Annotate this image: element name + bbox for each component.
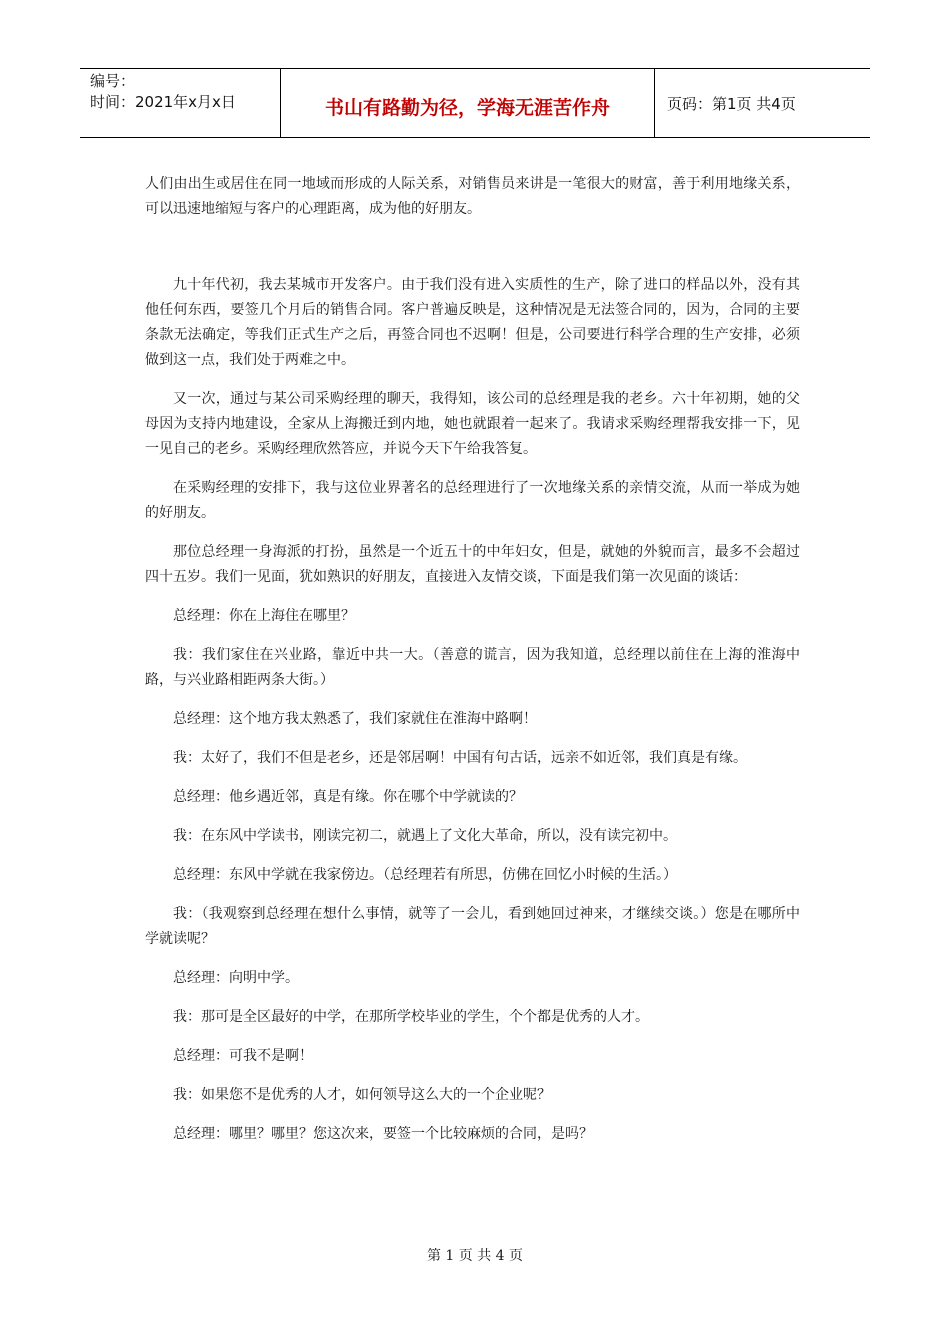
header-meta — [80, 69, 281, 137]
dialogue-line: 我：那可是全区最好的中学，在那所学校毕业的学生，个个都是优秀的人才。 — [173, 1009, 649, 1025]
dialogue-line: 总经理：他乡遇近邻，真是有缘。你在哪个中学就读的？ — [173, 789, 523, 805]
dialogue-line: 总经理：东风中学就在我家傍边。（总经理若有所思，仿佛在回忆小时候的生活。） — [173, 867, 677, 883]
dialogue-line: 我：太好了，我们不但是老乡，还是邻居啊！中国有句古话，远亲不如近邻，我们真是有缘。 — [173, 750, 747, 766]
dialogue-line: 我：在东风中学读书，刚读完初二，就遇上了文化大革命，所以，没有读完初中。 — [173, 828, 677, 844]
doc-number-label: 编号： — [90, 72, 136, 90]
dialogue-line: 我：如果您不是优秀的人才，如何领导这么大的一个企业呢？ — [173, 1087, 551, 1103]
page-header — [80, 68, 870, 138]
dialogue-line: 我：我们家住在兴业路，靠近中共一大。（善意的谎言，因为我知道，总经理以前住在上海的淮海中路，与兴业路相距两条大街。） — [145, 647, 800, 688]
paragraph: 人们由出生或居住在同一地域而形成的人际关系，对销售员来讲是一笔很大的财富，善于利用地缘关系，可以迅速地缩短与客户的心理距离，成为他的好朋友。 — [145, 176, 800, 217]
paragraph: 那位总经理一身海派的打扮，虽然是一个近五十的中年妇女，但是，就她的外貌而言，最多不会超过四十五岁。我们一见面，犹如熟识的好朋友，直接进入友情交谈，下面是我们第一次见面的谈话： — [145, 544, 800, 585]
paragraph: 在采购经理的安排下，我与这位业界著名的总经理进行了一次地缘关系的亲情交流，从而一举成为她的好朋友。 — [145, 480, 800, 521]
header-motto: 书山有路勤为径，学海无涯苦作舟 — [281, 69, 655, 137]
dialogue-line: 总经理：你在上海住在哪里？ — [173, 608, 355, 624]
dialogue-line: 总经理：向明中学。 — [173, 970, 299, 986]
header-page-info: 页码：第1页 共4页 — [667, 94, 796, 113]
dialogue-line: 总经理：哪里？哪里？您这次来，要签一个比较麻烦的合同，是吗？ — [173, 1126, 593, 1142]
paragraph: 九十年代初，我去某城市开发客户。由于我们没有进入实质性的生产，除了进口的样品以外，没有其他任何东西，要签几个月后的销售合同。客户普遍反映是，这种情况是无法签合同的，因为，合同的主要条款无法确定，等我们正式生产之后，再签合同也不迟啊！但是，公司要进行科学合理的生产安排，必须做到这一点，我们处于两难之中。 — [145, 277, 800, 368]
doc-time-label: 时间：2021年x月x日 — [90, 93, 236, 111]
page-footer: 第 1 页 共 4 页 — [426, 1248, 524, 1264]
document-body — [145, 172, 800, 1147]
dialogue-line: 我：（我观察到总经理在想什么事情，就等了一会儿，看到她回过神来，才继续交谈。）您是在哪所中学就读呢？ — [145, 906, 800, 947]
dialogue-line: 总经理：可我不是啊！ — [173, 1048, 313, 1064]
paragraph: 又一次，通过与某公司采购经理的聊天，我得知，该公司的总经理是我的老乡。六十年初期，她的父母因为支持内地建设，全家从上海搬迁到内地，她也就跟着一起来了。我请求采购经理帮我安排一下，见一见自己的老乡。采购经理欣然答应，并说今天下午给我答复。 — [145, 391, 800, 457]
dialogue-line: 总经理：这个地方我太熟悉了，我们家就住在淮海中路啊！ — [173, 711, 537, 727]
